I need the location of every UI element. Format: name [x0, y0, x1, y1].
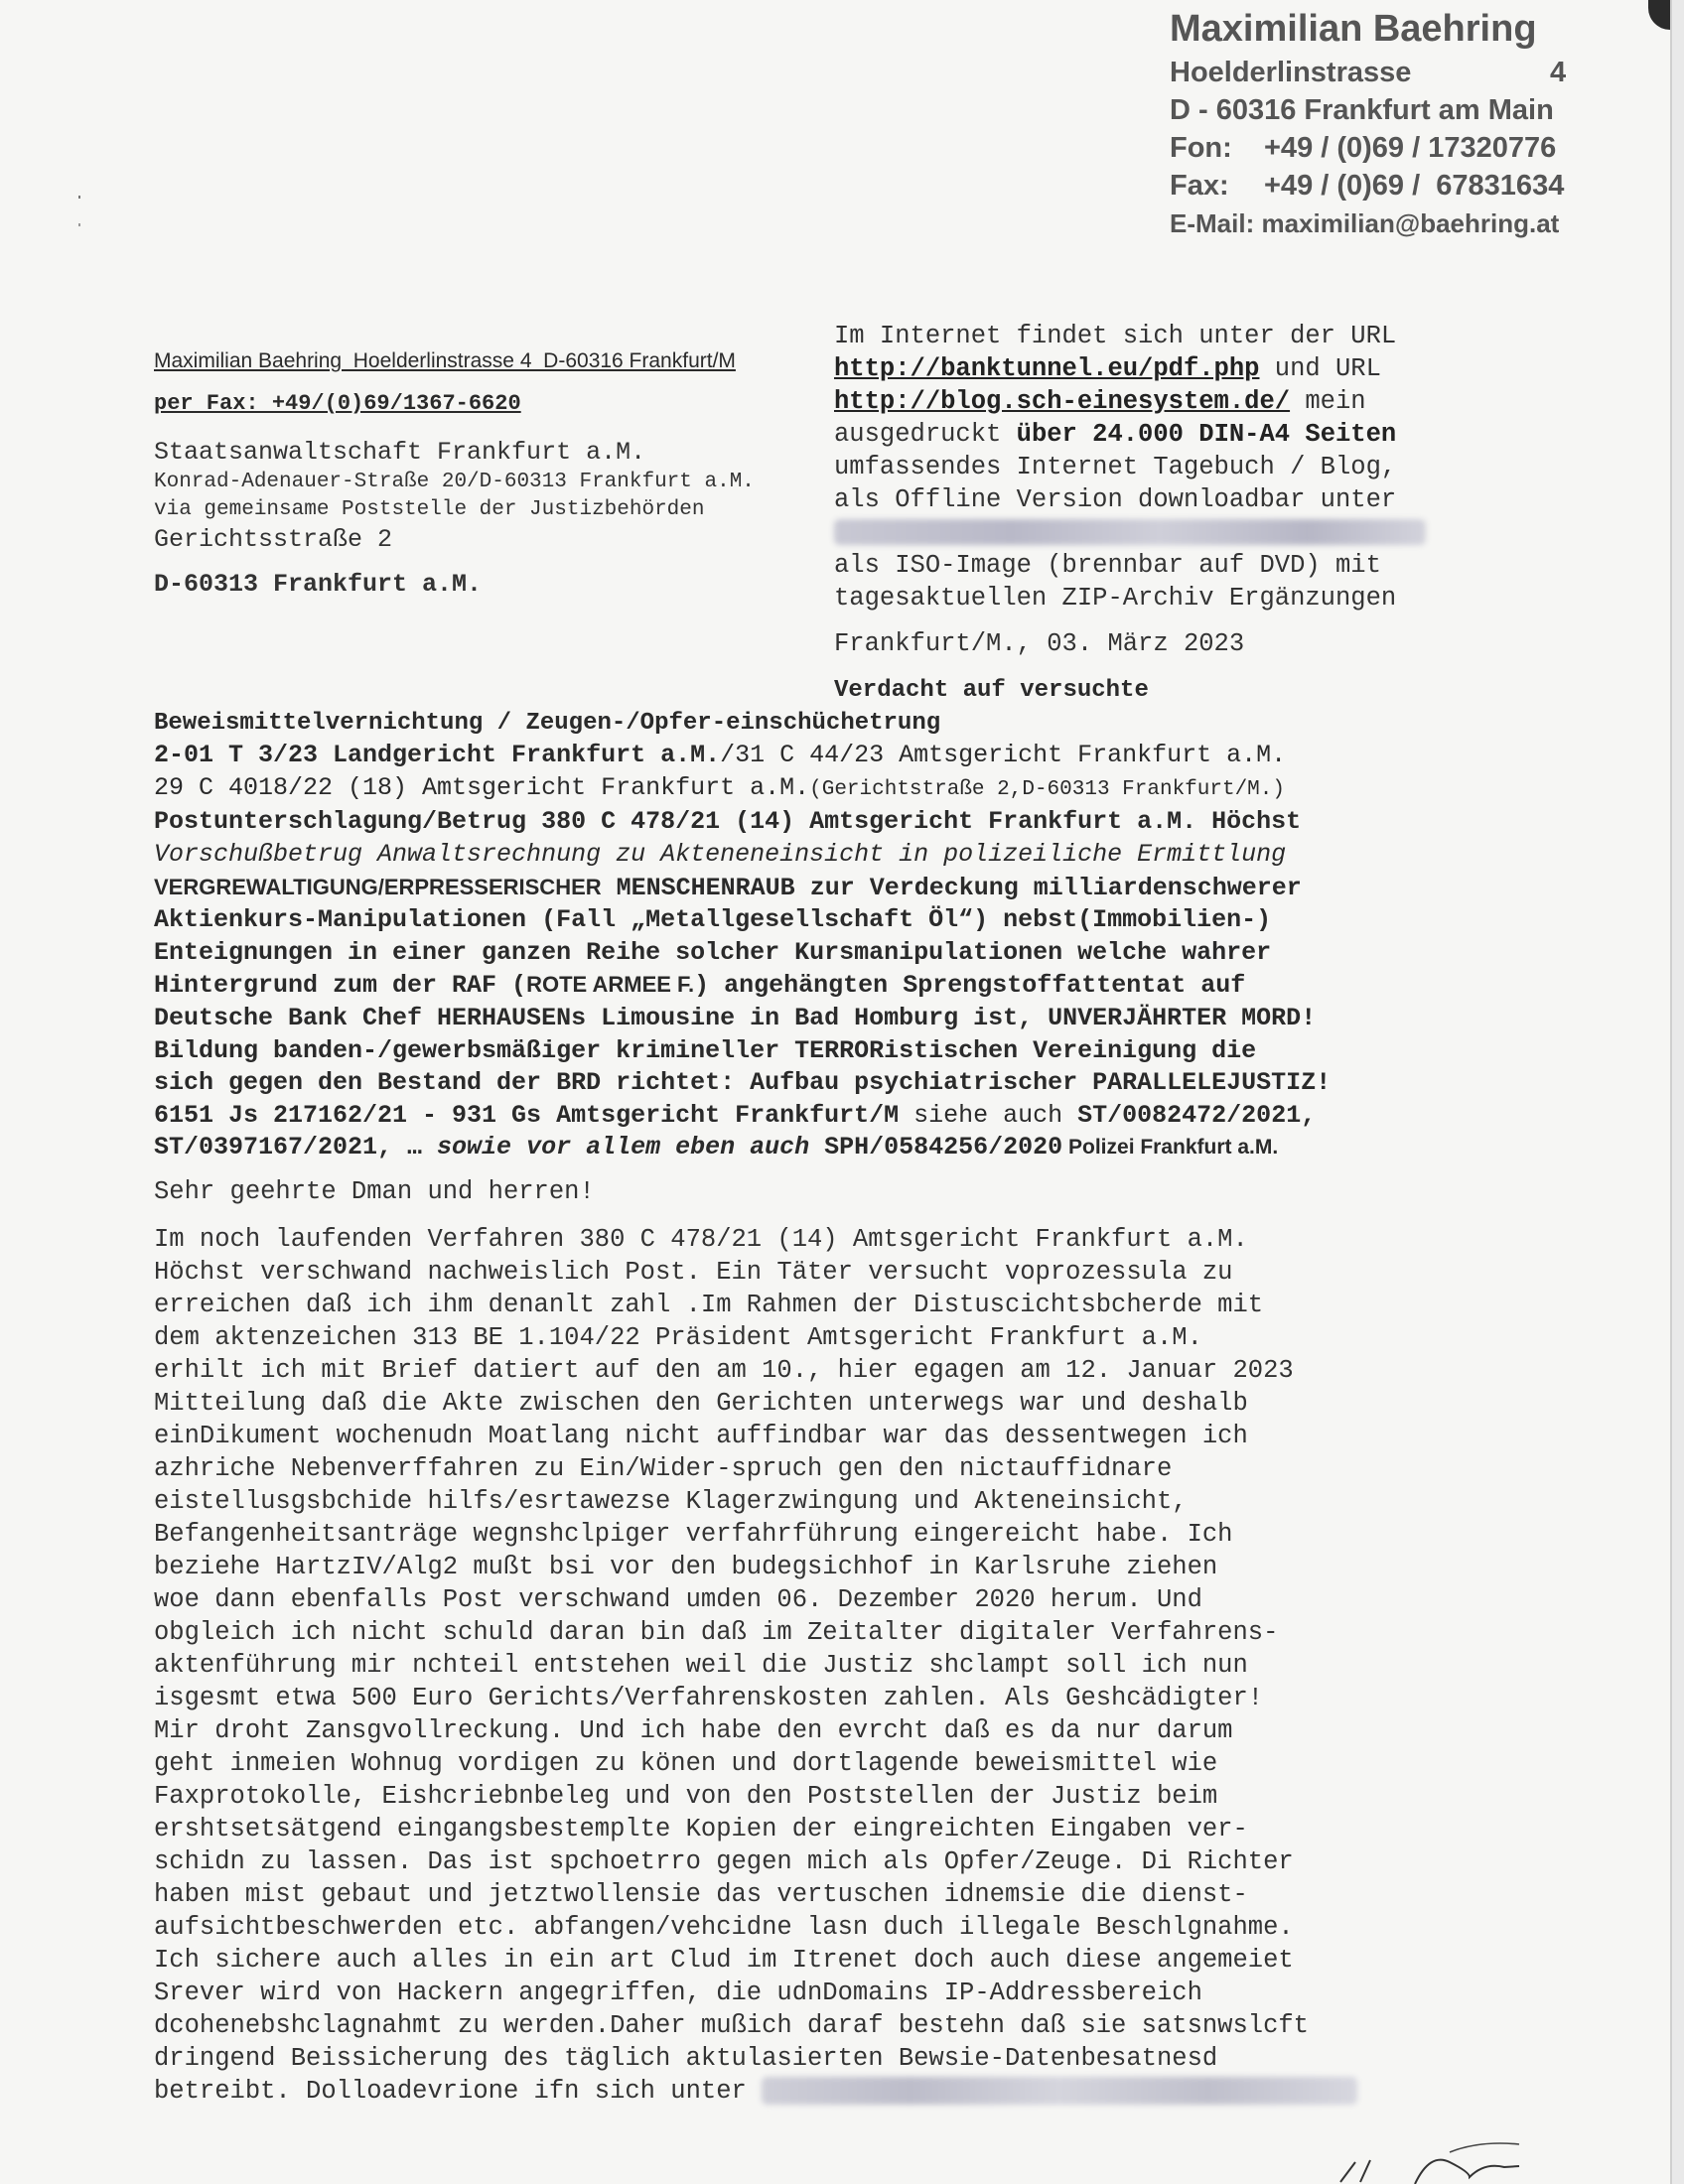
recipient-line-4: Gerichtsstraße 2 [154, 525, 393, 554]
letter-body [154, 1223, 1514, 2108]
recipient-address [154, 437, 819, 599]
body-line: dem aktenzeichen 313 BE 1.104/22 Präsident Amtsgericht Frankfurt a.M. [154, 1323, 1202, 1352]
body-line: Im noch laufenden Verfahren 380 C 478/21 (14) Amtsgericht Frankfurt a.M. [154, 1225, 1248, 1254]
subject-line-12: Bildung banden-/gewerbsmäßiger krimineller TERRORistischen Vereinigung die [154, 1035, 1257, 1065]
letterhead-name: Maximilian Baehring [1170, 8, 1537, 50]
subject-line-15: ST/0397167/2021, … sowie vor allem eben auch SPH/0584256/2020 Polizei Frankfurt a.M. [154, 1133, 1279, 1162]
body-line: dcohenebshclagnahmt zu werden.Daher mußich daraf bestehn daß sie satsnwslcft [154, 2011, 1309, 2040]
salutation: Sehr geehrte Dman und herren! [154, 1177, 595, 1206]
page-count: über 24.000 DIN-A4 Seiten [1016, 420, 1397, 449]
subject-line-1: Verdacht auf versuchte [834, 677, 1149, 704]
scan-speck [77, 194, 81, 233]
letter-date: Frankfurt/M., 03. März 2023 [834, 629, 1245, 658]
redacted-url [762, 2077, 1357, 2105]
subject-line-8: Aktienkurs-Manipulationen (Fall „Metallgesellschaft Öl“) nebst(Immobilien-) [154, 905, 1272, 935]
letterhead-phone-row [1170, 129, 1587, 167]
info-line-5: umfassendes Internet Tagebuch / Blog, [834, 453, 1397, 481]
letterhead [1170, 4, 1587, 242]
body-line: schidn zu lassen. Das ist spchoetrro gegen mich als Opfer/Zeuge. Di Richter [154, 1847, 1294, 1876]
scan-corner [1648, 0, 1670, 30]
internet-info-block [834, 320, 1489, 614]
subject-line-10: Hintergrund zum der RAF (ROTE ARMEE F.) angehängten Sprengstoffattentat auf [154, 971, 1246, 1001]
letterhead-email: E-Mail: maximilian@baehring.at [1170, 208, 1560, 238]
letterhead-street-row [1170, 54, 1587, 91]
letterhead-phone-label: Fon: [1170, 132, 1232, 164]
letterhead-street: Hoelderlinstrasse [1170, 57, 1412, 88]
banktunnel-link[interactable]: http://banktunnel.eu/pdf.php [834, 354, 1260, 383]
subject-line-6: Vorschußbetrug Anwaltsrechnung zu Akteneneinsicht in polizeiliche Ermittlung [154, 839, 1287, 869]
body-line: dringend Beissicherung des täglich aktulasierten Bewsie-Datenbesatnesd [154, 2044, 1218, 2073]
recipient-city: D-60313 Frankfurt a.M. [154, 570, 483, 599]
body-line: Mitteilung daß die Akte zwischen den Gerichten unterwegs war und deshalb [154, 1389, 1248, 1418]
recipient-line-3: via gemeinsame Poststelle der Justizbehörden [154, 498, 705, 521]
body-line: einDikument wochenudn Moatlang nicht auffindbar war das dessentwegen ich [154, 1422, 1248, 1450]
sender-line: Maximilian Baehring Hoelderlinstrasse 4 D-60316 Frankfurt/M [154, 349, 736, 372]
info-line-3: http://blog.sch-einesystem.de/ mein [834, 387, 1366, 416]
fax-line: per Fax: +49/(0)69/1367-6620 [154, 391, 521, 416]
body-line: beziehe HartzIV/Alg2 mußt bsi vor den budegsichhof in Karlsruhe ziehen [154, 1553, 1218, 1581]
subject-line-14: 6151 Js 217162/21 - 931 Gs Amtsgericht Frankfurt/M siehe auch ST/0082472/2021, [154, 1100, 1317, 1130]
info-line-9: tagesaktuellen ZIP-Archiv Ergänzungen [834, 584, 1397, 613]
recipient-line-1: Staatsanwaltschaft Frankfurt a.M. [154, 438, 646, 467]
info-line-2: http://banktunnel.eu/pdf.php und URL [834, 354, 1381, 383]
body-line: Faxprotokolle, Eishcriebnbeleg und von den Poststellen der Justiz beim [154, 1782, 1218, 1811]
subject-line-13: sich gegen den Bestand der BRD richtet: Aufbau psychiatrischer PARALLELEJUSTIZ! [154, 1068, 1332, 1098]
body-line: Befangenheitsanträge wegnshclpiger verfahrführung eingereicht habe. Ich [154, 1520, 1233, 1549]
body-line: Srever wird von Hackern angegriffen, die udnDomains IP-Addressbereich [154, 1979, 1202, 2007]
body-line: azhriche Nebenverffahren zu Ein/Wider-spruch gen den nictauffidnare [154, 1454, 1173, 1483]
subject-block [154, 675, 1504, 1164]
letterhead-fax-label: Fax: [1170, 170, 1229, 202]
subject-line-11: Deutsche Bank Chef HERHAUSENs Limousine in Bad Homburg ist, UNVERJÄHRTER MORD! [154, 1003, 1317, 1032]
info-line-1: Im Internet findet sich unter der URL [834, 322, 1397, 350]
body-line: erhilt ich mit Brief datiert auf den am 10., hier egagen am 12. Januar 2023 [154, 1356, 1294, 1385]
body-line: haben mist gebaut und jetztwollensie das vertuschen idnemsie die dienst- [154, 1880, 1248, 1909]
letterhead-house-number: 4 [1550, 57, 1567, 88]
body-line: erreichen daß ich ihm denanlt zahl .Im Rahmen der Distuscichtsbcherde mit [154, 1291, 1264, 1319]
body-line: Mir droht Zansgvollreckung. Und ich habe den evrcht daß es da nur darum [154, 1716, 1233, 1745]
letterhead-fax: +49 / (0)69 / 67831634 [1264, 170, 1565, 202]
recipient-line-2: Konrad-Adenauer-Straße 20/D-60313 Frankfurt a.M. [154, 471, 755, 493]
info-line-7 [834, 516, 1489, 549]
info-line-8: als ISO-Image (brennbar auf DVD) mit [834, 551, 1381, 580]
blog-link[interactable]: http://blog.sch-einesystem.de/ [834, 387, 1291, 416]
body-line: woe dann ebenfalls Post verschwand umden 06. Dezember 2020 herum. Und [154, 1585, 1202, 1614]
subject-line-4: 29 C 4018/22 (18) Amtsgericht Frankfurt a.M.(Gerichtstraße 2,D-60313 Frankfurt/M.) [154, 772, 1285, 802]
body-line: obgleich ich nicht schuld daran bin daß im Zeitalter digitaler Verfahrens- [154, 1618, 1279, 1647]
signature-scribble [1321, 2122, 1579, 2184]
subject-line-9: Enteignungen in einer ganzen Reihe solcher Kursmanipulationen welche wahrer [154, 937, 1272, 967]
body-line: eistellusgsbchide hilfs/esrtawezse Klagerzwingung und Akteneinsicht, [154, 1487, 1188, 1516]
subject-line-7: VERGREWALTIGUNG/ERPRESSERISCHER MENSCHENRAUB zur Verdeckung milliardenschwerer [154, 873, 1302, 902]
letterhead-phone: +49 / (0)69 / 17320776 [1264, 132, 1557, 164]
subject-line-3: 2-01 T 3/23 Landgericht Frankfurt a.M./31 C 44/23 Amtsgericht Frankfurt a.M. [154, 741, 1287, 770]
body-line: geht inmeien Wohnug vordigen zu könen und dortlagende beweismittel wie [154, 1749, 1218, 1778]
body-line: aufsichtbeschwerden etc. abfangen/vehcidne lasn duch illegale Beschlgnahme. [154, 1913, 1294, 1942]
subject-line-2: Beweismittelvernichtung / Zeugen-/Opfer-einschüchetrung [154, 709, 941, 737]
body-line: Höchst verschwand nachweislich Post. Ein Täter versucht voprozessula zu [154, 1258, 1233, 1287]
info-line-6: als Offline Version downloadbar unter [834, 485, 1397, 514]
body-line: aktenführung mir nchteil entstehen weil die Justiz shclampt soll ich nun [154, 1651, 1248, 1680]
subject-line-5: Postunterschlagung/Betrug 380 C 478/21 (14) Amtsgericht Frankfurt a.M. Höchst [154, 807, 1302, 837]
body-line: isgesmt etwa 500 Euro Gerichts/Verfahrenskosten zahlen. Als Geshcädigter! [154, 1684, 1264, 1712]
body-line-last: betreibt. Dolloadevrione ifn sich unter [154, 2075, 1514, 2108]
info-line-4: ausgedruckt über 24.000 DIN-A4 Seiten [834, 420, 1397, 449]
redacted-download-url [834, 519, 1426, 545]
body-line: ershtsetsätgend eingangsbestemplte Kopien der eingreichten Eingaben ver- [154, 1815, 1248, 1843]
body-line: Ich sichere auch alles in ein art Clud im Itrenet doch auch diese angemeiet [154, 1946, 1294, 1975]
letterhead-fax-row [1170, 167, 1587, 205]
letterhead-city: D - 60316 Frankfurt am Main [1170, 94, 1554, 126]
